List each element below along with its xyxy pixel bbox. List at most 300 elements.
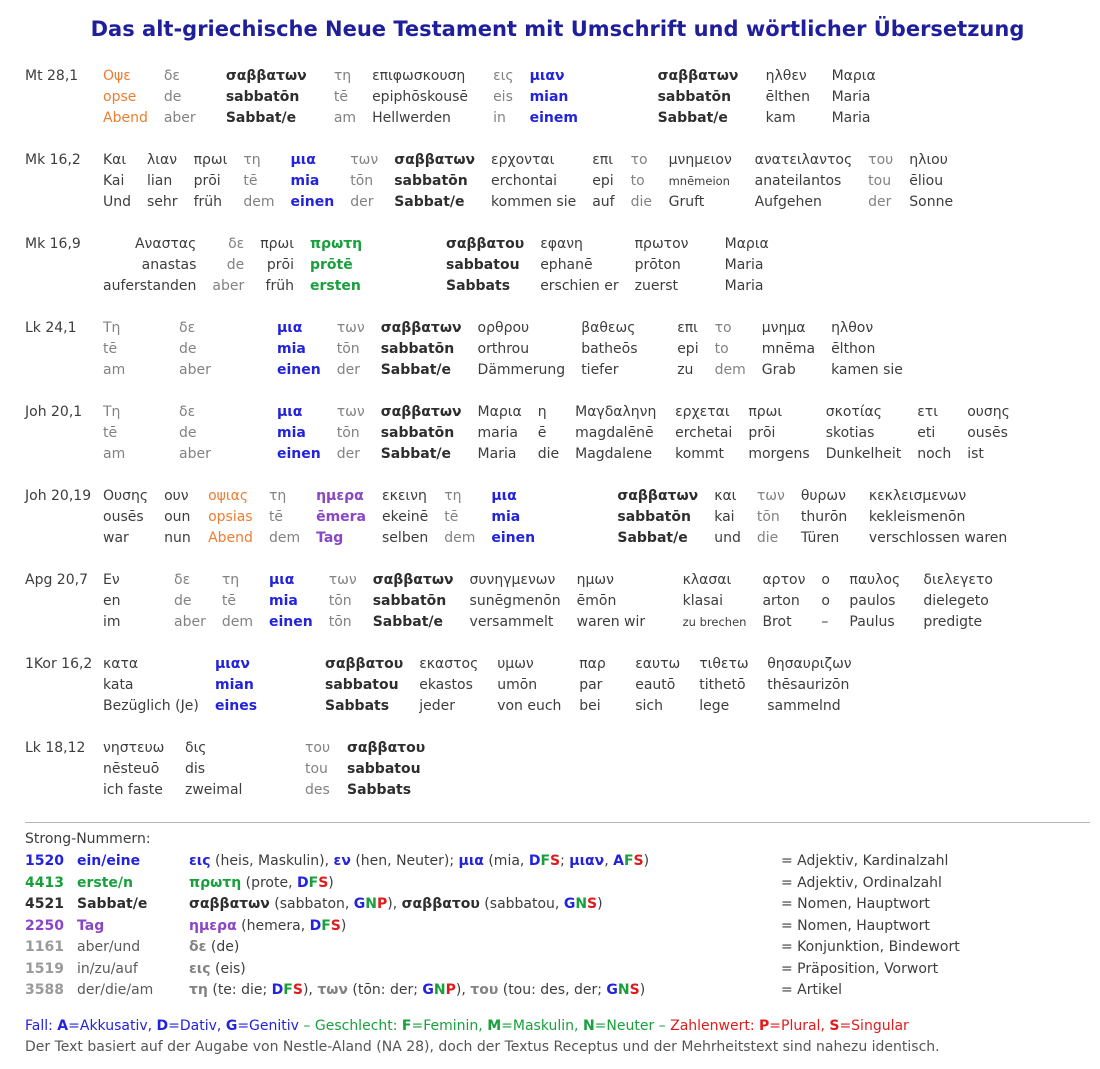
translit-line: to [714, 341, 729, 357]
text-segment: εις [189, 853, 211, 869]
german-line: noch [917, 446, 952, 462]
german-line: lege [699, 698, 730, 714]
greek-line: Μαρια [477, 404, 522, 420]
translit-line: tōn [336, 341, 360, 357]
german-line: am [103, 362, 126, 378]
word-cell [325, 654, 419, 717]
word-cell [767, 654, 867, 717]
greek-line: διελεγετο [923, 572, 993, 588]
german-line: ist [967, 446, 984, 462]
strong-forms [189, 851, 781, 873]
word-cell [277, 402, 337, 465]
legend-segment: F [401, 1017, 412, 1034]
word-cell [849, 570, 923, 633]
word-cell [635, 234, 725, 297]
strong-number: 1161 [25, 939, 64, 955]
word-cell [277, 318, 337, 381]
word-cell [194, 150, 244, 213]
greek-line: πρωτη [309, 236, 363, 252]
grammar-code: G [606, 982, 618, 998]
german-line: am [333, 110, 357, 126]
greek-line: μνημειον [668, 152, 732, 168]
verse-ref: Mt 28,1 [25, 68, 79, 84]
strong-gloss: Sabbat/e [77, 896, 148, 912]
greek-line: ορθρου [477, 320, 530, 336]
grammar-code: S [587, 896, 598, 912]
word-cell [478, 318, 582, 381]
greek-line: το [630, 152, 648, 168]
greek-line: παυλος [849, 572, 901, 588]
text-segment: ), [387, 896, 402, 912]
verse-row [25, 318, 1090, 381]
greek-line: αρτον [762, 572, 806, 588]
german-line: sehr [147, 194, 178, 210]
german-line: auferstanden [103, 278, 197, 294]
greek-line: ανατειλαντος [754, 152, 853, 168]
german-line: Sabbats [325, 698, 390, 714]
grammar-code: D [528, 853, 541, 869]
translit-line: par [579, 677, 603, 693]
strong-row [25, 851, 1090, 873]
greek-line: κατα [103, 656, 139, 672]
translit-line: Kai [103, 173, 125, 189]
translit-line: de [179, 341, 197, 357]
verse-row [25, 402, 1090, 465]
text-segment: ), [302, 982, 318, 998]
greek-line: κεκλεισμενων [868, 488, 967, 504]
translit-line: arton [762, 593, 800, 609]
greek-line: συνηγμενων [469, 572, 556, 588]
greek-line: μια [290, 152, 316, 168]
german-line: waren wir [576, 614, 646, 630]
strong-forms [189, 894, 781, 916]
word-cell [350, 150, 394, 213]
german-line: einem [529, 110, 578, 126]
german-line: einen [290, 194, 335, 210]
greek-line: σαββατων [225, 68, 307, 84]
grammar-code: S [550, 853, 561, 869]
german-line: der [336, 362, 360, 378]
strong-row [25, 894, 1090, 916]
greek-line: των [328, 572, 357, 588]
translit-line: sabbatou [347, 761, 421, 777]
strong-number: 3588 [25, 982, 64, 998]
translit-line: prōi [193, 173, 221, 189]
german-line: versammelt [469, 614, 554, 630]
verse-ref: Mk 16,2 [25, 152, 81, 168]
source-note: Der Text basiert auf der Augabe von Nestle-Aland (NA 28), doch der Textus Receptus und der Mehrheitstext sind nahezu identisch. [25, 1038, 940, 1055]
grammar-code: S [629, 982, 640, 998]
translit-line: de [174, 593, 192, 609]
grammar-code: G [353, 896, 366, 912]
legend-segment: G [225, 1017, 238, 1034]
word-cell [103, 654, 215, 717]
grammar-code: G [422, 982, 434, 998]
word-cell [540, 234, 634, 297]
word-cell [909, 150, 969, 213]
translit-line: paulos [849, 593, 896, 609]
text-segment: (de) [206, 939, 240, 955]
verse-row [25, 486, 1090, 549]
translit-line: thurōn [800, 509, 848, 525]
translit-line: de [163, 89, 182, 105]
verse-ref: Joh 20,19 [25, 488, 92, 504]
greek-line: μιαν [529, 68, 565, 84]
word-cell [592, 150, 630, 213]
section-divider [25, 822, 1090, 823]
strong-category: = Adjektiv, Ordinalzahl [781, 874, 942, 891]
greek-line: οψιας [208, 488, 249, 504]
greek-line: βαθεως [581, 320, 636, 336]
word-cell [337, 402, 381, 465]
german-line: Dunkelheit [825, 446, 902, 462]
word-cell [269, 570, 329, 633]
translit-line: anateilantos [754, 173, 842, 189]
greek-line: μια [277, 404, 303, 420]
translit-line: ousēs [103, 509, 144, 525]
greek-line: σαββατων [380, 320, 462, 336]
german-line: ersten [309, 278, 361, 294]
translit-line: ekeinē [382, 509, 429, 525]
german-line: früh [193, 194, 222, 210]
translit-line: de [226, 257, 245, 273]
greek-line: δε [179, 404, 196, 420]
greek-line: τη [243, 152, 261, 168]
greek-line: ηλιου [909, 152, 948, 168]
grammar-code: A [613, 853, 624, 869]
translit-line: ēmera [316, 509, 367, 525]
translit-line: sabbatōn [380, 341, 455, 357]
translit-line: sabbatou [445, 257, 520, 273]
german-line: Maria [831, 110, 871, 126]
german-line: tiefer [581, 362, 619, 378]
verse-ref: Mk 16,9 [25, 236, 81, 252]
translit-line: prōton [634, 257, 681, 273]
verse-ref: 1Kor 16,2 [25, 656, 93, 672]
german-line: im [103, 614, 121, 630]
german-line: zu [677, 362, 694, 378]
german-line: kommen sie [491, 194, 577, 210]
german-line: kamen sie [831, 362, 903, 378]
word-cell [832, 66, 892, 129]
german-line: von euch [497, 698, 562, 714]
word-cell [677, 318, 714, 381]
translit-line: oun [164, 509, 191, 525]
page-title: Das alt-griechische Neue Testament mit Umschrift und wörtlicher Übersetzung [90, 17, 1025, 41]
translit-line: ēliou [909, 173, 944, 189]
translit-line: o [821, 593, 830, 609]
greek-line: Εν [103, 572, 120, 588]
word-cell [579, 654, 635, 717]
text-segment: μιαν [569, 853, 605, 869]
legend-segment: =Plural, [769, 1017, 830, 1034]
text-segment: τη [189, 982, 208, 998]
word-cell [212, 234, 260, 297]
grammar-code: S [633, 853, 644, 869]
word-cell [103, 66, 164, 129]
word-cell [394, 150, 491, 213]
word-cell [675, 402, 748, 465]
grammar-code: N [365, 896, 378, 912]
text-segment: των [317, 982, 348, 998]
greek-line: και [714, 488, 737, 504]
verse-ref: Apg 20,7 [25, 572, 88, 588]
greek-line: μια [268, 572, 295, 588]
word-cell [538, 402, 575, 465]
translit-line: erchetai [675, 425, 733, 441]
greek-line: των [350, 152, 379, 168]
greek-line: εφανη [540, 236, 583, 252]
german-line: Sabbats [445, 278, 511, 294]
translit-line: opse [103, 89, 137, 105]
translit-line: sabbatōn [617, 509, 691, 525]
translit-line: eis [493, 89, 513, 105]
legend-segment: P [759, 1017, 770, 1034]
strong-section [25, 829, 1090, 1002]
grammar-code: F [308, 874, 319, 891]
text-segment: ) [340, 917, 347, 934]
german-line: Sonne [909, 194, 954, 210]
german-line: dem [444, 530, 476, 546]
translit-line: sabbatōn [380, 425, 455, 441]
word-cell [103, 570, 174, 633]
grammar-code: F [283, 982, 293, 998]
word-cell [669, 150, 755, 213]
word-cell [577, 570, 683, 633]
word-cell [310, 234, 446, 297]
word-cell [215, 654, 325, 717]
translit-line: mnēma [761, 341, 816, 357]
text-segment: μια [458, 853, 484, 869]
verse-row [25, 150, 1090, 213]
translit-line: tē [103, 341, 118, 357]
text-segment: (hemera, [236, 917, 310, 934]
german-line: der [868, 194, 892, 210]
text-segment: (sabbaton, [269, 896, 354, 912]
translit-line: maria [477, 425, 518, 441]
word-cell [831, 318, 919, 381]
word-cell [381, 402, 478, 465]
legend-segment: D [156, 1017, 169, 1034]
greek-line: τη [268, 488, 287, 504]
german-line: des [305, 782, 330, 798]
greek-line: ερχονται [491, 152, 555, 168]
greek-line: των [336, 320, 365, 336]
word-cell [329, 570, 373, 633]
word-cell [179, 318, 277, 381]
text-segment: του [470, 982, 499, 998]
translit-line: eti [917, 425, 936, 441]
legend-segment: – [303, 1017, 315, 1034]
greek-line: δε [163, 68, 180, 84]
translit-line: ē [537, 425, 547, 441]
translit-line: mnēmeion [668, 174, 730, 188]
word-cell [382, 486, 444, 549]
greek-line: μια [491, 488, 517, 504]
translit-line: batheōs [581, 341, 638, 357]
greek-line: εαυτω [635, 656, 681, 672]
german-line: kam [765, 110, 796, 126]
translit-line: sabbatōn [657, 89, 732, 105]
german-line: und [714, 530, 741, 546]
word-cell [617, 486, 714, 549]
german-line: predigte [923, 614, 983, 630]
verse-row [25, 234, 1090, 297]
word-cell [103, 318, 179, 381]
grammar-code: P [445, 982, 456, 998]
strong-gloss: Tag [77, 917, 105, 934]
grammar-code: N [575, 896, 588, 912]
translit-line: nēsteuō [103, 761, 160, 777]
translit-line: ēlthen [765, 89, 810, 105]
translit-line: tithetō [699, 677, 746, 693]
word-cell [923, 570, 1009, 633]
word-cell [755, 150, 869, 213]
word-cell [530, 66, 658, 129]
text-segment: (sabbatou, [479, 896, 564, 912]
greek-line: το [714, 320, 732, 336]
german-line: Grab [761, 362, 796, 378]
greek-line: σαββατων [394, 152, 476, 168]
translit-line: tōn [336, 425, 360, 441]
translit-line: mia [491, 509, 521, 525]
grammar-code: F [321, 917, 331, 934]
greek-line: σαββατου [325, 656, 404, 672]
german-line: zweimal [185, 782, 243, 798]
translit-line: tē [444, 509, 459, 525]
german-line: Maria [724, 278, 764, 294]
word-cell [631, 150, 669, 213]
german-line: Paulus [849, 614, 895, 630]
translit-line: Maria [724, 257, 764, 273]
translit-line: lian [147, 173, 173, 189]
german-line: Sabbat/e [617, 530, 688, 546]
german-line: Sabbat/e [225, 110, 297, 126]
german-line: Sabbat/e [380, 362, 452, 378]
german-line: einen [277, 446, 321, 462]
word-cell [164, 66, 226, 129]
german-line: Bezüglich (Je) [103, 698, 199, 714]
greek-line: Μαρια [831, 68, 876, 84]
translit-line: mia [277, 425, 306, 441]
german-line: Gruft [668, 194, 705, 210]
greek-line: τη [444, 488, 462, 504]
translit-line: epi [677, 341, 699, 357]
translit-line: magdalēnē [575, 425, 654, 441]
translit-line: tōn [756, 509, 780, 525]
greek-line: επι [677, 320, 698, 336]
grammar-code: S [292, 982, 303, 998]
text-segment: εν [333, 853, 351, 869]
greek-line: σαββατων [380, 404, 462, 420]
greek-line: νηστευω [103, 740, 165, 756]
text-segment: (eis) [210, 960, 246, 977]
word-cell [381, 318, 478, 381]
german-line: aber [179, 446, 211, 462]
word-cell [372, 66, 493, 129]
text-segment: σαββατου [401, 896, 480, 912]
german-line: aber [174, 614, 206, 630]
legend-segment: S [829, 1017, 840, 1034]
translit-line: sabbatōn [225, 89, 300, 105]
grammar-code: D [309, 917, 322, 934]
german-line: die [630, 194, 652, 210]
word-cell [446, 234, 540, 297]
german-line: Tag [316, 530, 344, 546]
verse-row [25, 570, 1090, 633]
german-line: einen [491, 530, 536, 546]
strong-forms [189, 980, 781, 1002]
word-cell [208, 486, 269, 549]
word-cell [334, 66, 372, 129]
word-cell [337, 318, 381, 381]
grammar-code: D [271, 982, 284, 998]
verse-ref: Lk 24,1 [25, 320, 77, 336]
grammar-code: F [623, 853, 634, 869]
greek-line: μια [277, 320, 303, 336]
translit-line: to [630, 173, 645, 189]
word-cell [103, 234, 212, 297]
translit-line: mian [529, 89, 569, 105]
legend-segment: A [57, 1017, 69, 1034]
greek-line: Τη [103, 320, 121, 336]
greek-line: λιαν [147, 152, 178, 168]
translit-line: tou [868, 173, 892, 189]
german-line: morgens [748, 446, 810, 462]
german-line: die [537, 446, 560, 462]
grammar-code: P [377, 896, 388, 912]
verse-row [25, 738, 1090, 801]
legend-segment: =Neuter [594, 1017, 659, 1034]
greek-line: του [868, 152, 894, 168]
text-segment: ) [639, 982, 646, 998]
translit-line: thēsaurizōn [767, 677, 850, 693]
greek-line: σαββατων [372, 572, 454, 588]
greek-line: Ουσης [103, 488, 149, 504]
greek-line: ηλθεν [765, 68, 807, 84]
text-segment: ημερα [189, 917, 237, 934]
greek-line: πρωι [193, 152, 228, 168]
german-line: zu brechen [682, 615, 747, 629]
greek-line: σαββατων [657, 68, 739, 84]
word-cell [103, 150, 147, 213]
word-cell [491, 150, 592, 213]
strong-gloss: aber/und [77, 939, 141, 955]
german-line: Magdalene [575, 446, 653, 462]
translit-line: tē [243, 173, 258, 189]
greek-line: Οψε [103, 68, 131, 84]
german-line: ich faste [103, 782, 163, 798]
german-line: dem [243, 194, 275, 210]
strong-forms [189, 937, 781, 959]
text-segment: εις [189, 960, 211, 977]
translit-line: klasai [682, 593, 723, 609]
legend [25, 1016, 1090, 1058]
greek-line: δις [185, 740, 207, 756]
greek-line: Και [103, 152, 127, 168]
greek-line: πρωι [748, 404, 783, 420]
legend-segment: Geschlecht: [314, 1017, 402, 1034]
word-cell [575, 402, 675, 465]
translit-line: tou [305, 761, 328, 777]
strong-category: = Nomen, Hauptwort [781, 917, 930, 934]
greek-line: η [537, 404, 547, 420]
translit-line: mia [268, 593, 298, 609]
german-line: zuerst [634, 278, 678, 294]
translit-line: ēlthon [831, 341, 876, 357]
translit-line: de [179, 425, 197, 441]
translit-line: tē [268, 509, 284, 525]
